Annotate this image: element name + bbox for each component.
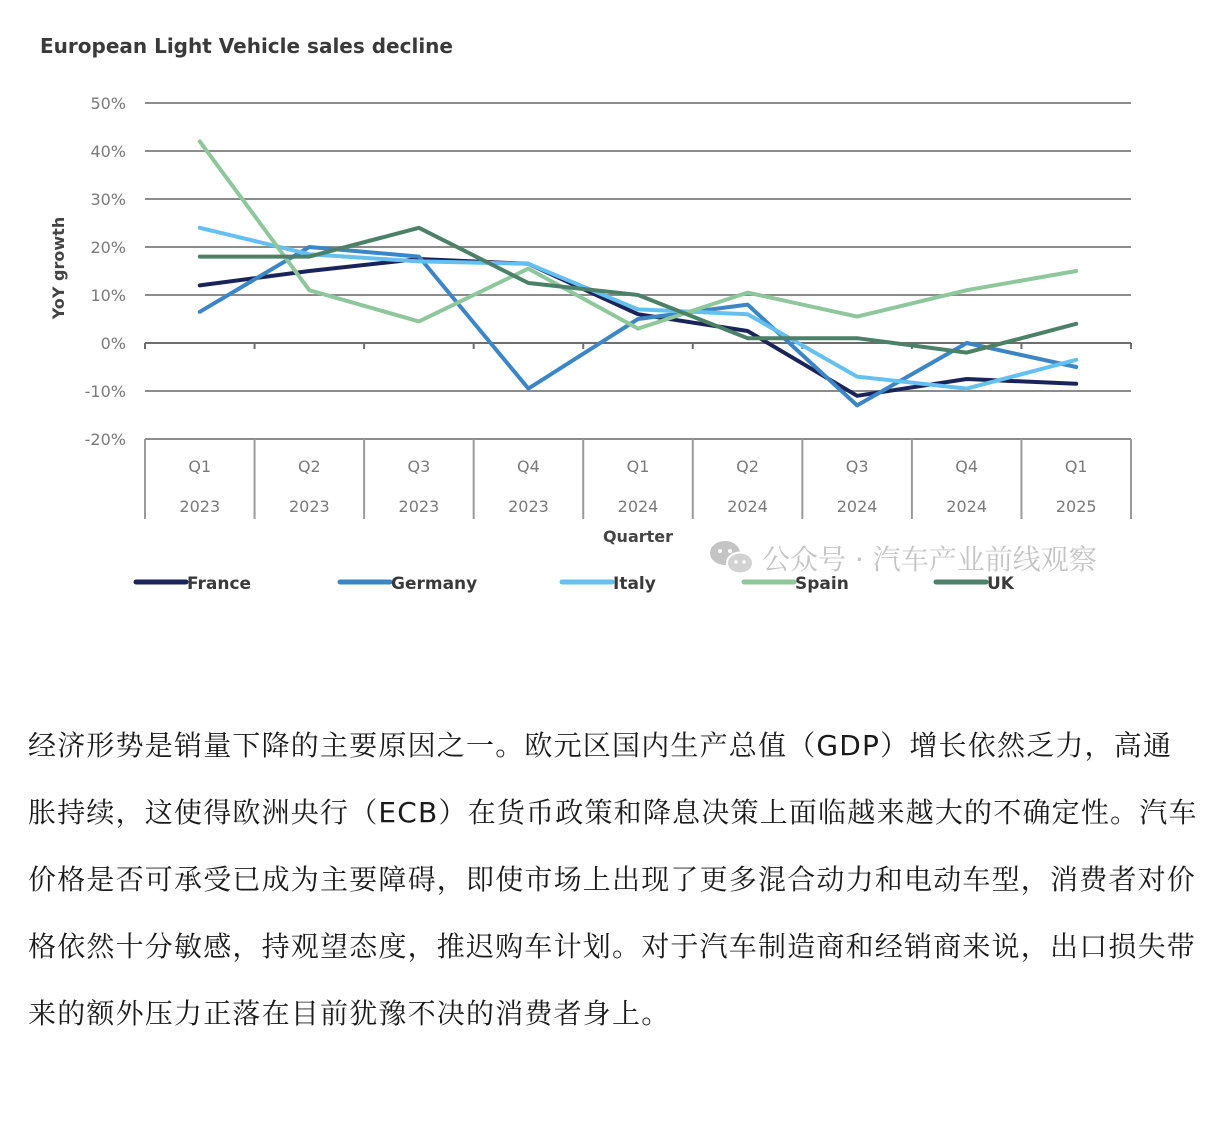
- x-tick-label-quarter: Q4: [517, 457, 540, 476]
- x-tick-label-year: 2023: [179, 497, 221, 516]
- x-tick-label-quarter: Q4: [955, 457, 979, 476]
- x-axis: [145, 343, 1131, 519]
- x-tick-label-year: 2024: [946, 497, 988, 516]
- series-lines: [200, 141, 1076, 405]
- article-body: [28, 712, 1198, 1047]
- legend-label-uk: UK: [987, 574, 1014, 594]
- legend-label-germany: Germany: [391, 574, 478, 594]
- article-paragraph: 经济形势是销量下降的主要原因之一。欧元区国内生产总值（GDP）增长依然乏力，高通胀持续，这使得欧洲央行（ECB）在货币政策和降息决策上面临越来越大的不确定性。汽车价格是否可承受已成为主要障碍，即使市场上出现了更多混合动力和电动车型，消费者对价格依然十分敏感，持观望态度，推迟购车计划。对于汽车制造商和经销商来说，出口损失带来的额外压力正落在目前犹豫不决的消费者身上。: [28, 729, 1198, 1030]
- x-tick-label-year: 2023: [398, 497, 440, 516]
- legend-label-spain: Spain: [795, 574, 849, 594]
- y-tick-label: 20%: [90, 238, 126, 257]
- y-axis-label: YoY growth: [49, 216, 68, 320]
- x-tick-label-year: 2023: [508, 497, 549, 516]
- legend-label-france: France: [187, 574, 252, 594]
- y-tick-label: -10%: [84, 382, 126, 401]
- x-tick-label-quarter: Q2: [297, 457, 321, 476]
- x-axis-label: Quarter: [602, 527, 674, 546]
- x-tick-label-year: 2024: [617, 497, 659, 516]
- x-tick-label-year: 2025: [1055, 497, 1097, 516]
- legend-label-italy: Italy: [613, 574, 656, 594]
- x-tick-label-year: 2023: [288, 497, 330, 516]
- y-tick-label: 50%: [90, 94, 126, 113]
- y-tick-label: 0%: [100, 334, 126, 353]
- y-tick-label: 10%: [90, 286, 126, 305]
- chart-title: European Light Vehicle sales decline: [40, 34, 453, 58]
- x-tick-label-year: 2024: [727, 497, 768, 516]
- x-tick-label-quarter: Q3: [845, 457, 869, 476]
- x-tick-label-quarter: Q1: [188, 457, 212, 476]
- x-tick-label-quarter: Q1: [1064, 457, 1088, 476]
- x-tick-label-year: 2024: [836, 497, 878, 516]
- wechat-icon: [710, 541, 753, 574]
- series-line-spain: [200, 141, 1076, 328]
- x-tick-label-quarter: Q1: [626, 457, 650, 476]
- y-tick-label: -20%: [84, 430, 126, 449]
- x-tick-label-quarter: Q2: [736, 457, 759, 476]
- y-tick-label: 40%: [90, 142, 126, 161]
- watermark: [710, 541, 1097, 576]
- y-tick-label: 30%: [90, 190, 126, 209]
- y-tick-labels: [85, 94, 126, 449]
- watermark-text: 公众号 · 汽车产业前线观察: [762, 543, 1097, 576]
- legend: [136, 574, 1015, 594]
- x-tick-label-quarter: Q3: [407, 457, 431, 476]
